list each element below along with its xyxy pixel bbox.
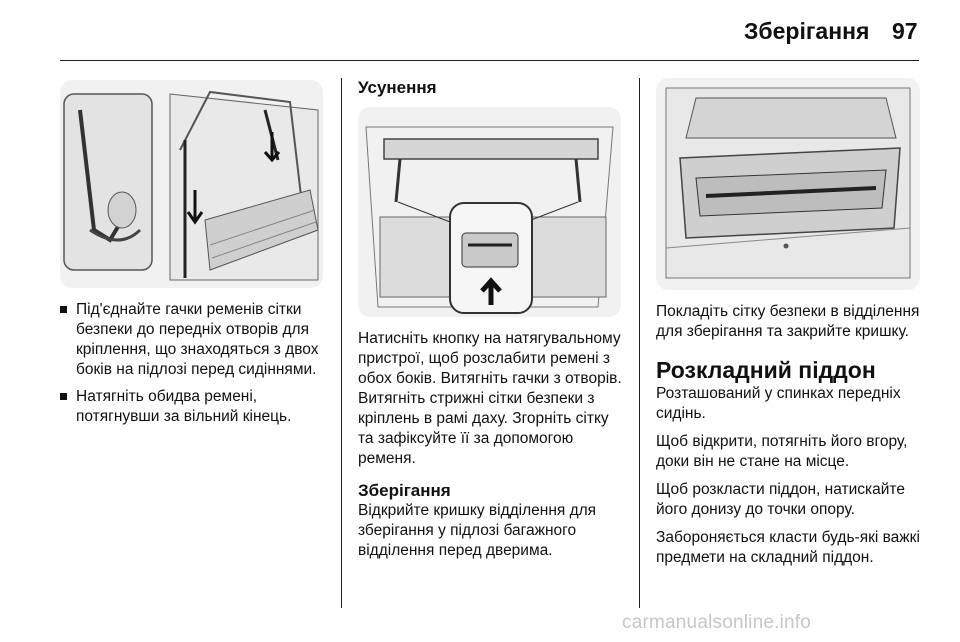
tensioner-release-illustration <box>358 107 621 317</box>
column-divider-1 <box>341 78 342 608</box>
tray-paragraph: Щоб розкласти піддон, натискайте його донизу до точки опору. <box>656 481 905 518</box>
list-item: Під'єднайте гачки ременів сітки безпеки до передніх отворів для кріплення, що знаходяться з двох боків на підлозі перед сидіннями. <box>60 300 325 380</box>
bullet-square-icon <box>60 306 67 313</box>
column-3 <box>656 78 924 576</box>
removal-heading: Усунення <box>358 78 437 97</box>
tray-paragraph: Забороняється класти будь-які важкі предмети на складний піддон. <box>656 529 920 566</box>
column-divider-2 <box>639 78 640 608</box>
column-2 <box>358 78 623 569</box>
stow-paragraph: Покладіть сітку безпеки в відділення для зберігання та закрийте кришку. <box>656 303 920 340</box>
page-number: 97 <box>892 18 918 44</box>
bullet-square-icon <box>60 393 67 400</box>
column-1 <box>60 80 325 434</box>
storage-paragraph: Відкрийте кришку відділення для зберігання у підлозі багажного відділення перед дверима. <box>358 502 597 559</box>
list-item: Натягніть обидва ремені, потягнувши за вільний кінець. <box>60 387 325 427</box>
watermark: carmanualsonline.info <box>622 612 812 633</box>
folding-tray-heading: Розкладний піддон <box>656 357 876 383</box>
removal-paragraph: Натисніть кнопку на натягувальному пристрої, щоб розслабити ремені з обох боків. Витягніть гачки з отворів. Витягніть стрижні сітки безпеки з кріплень в рамі даху. Згорніть сітку та зафіксуйте її за допомогою ременя. <box>358 330 622 467</box>
safety-net-hooks-illustration <box>60 80 323 288</box>
page-header <box>0 0 960 60</box>
instruction-list <box>60 300 325 427</box>
tray-paragraph: Розташований у спинках передніх сидінь. <box>656 385 901 422</box>
header-rule <box>60 60 919 61</box>
storage-heading: Зберігання <box>358 481 451 500</box>
floor-compartment-illustration <box>656 78 920 290</box>
section-title: Зберігання <box>744 18 870 44</box>
tray-paragraph: Щоб відкрити, потягніть його вгору, доки він не стане на місце. <box>656 433 908 470</box>
